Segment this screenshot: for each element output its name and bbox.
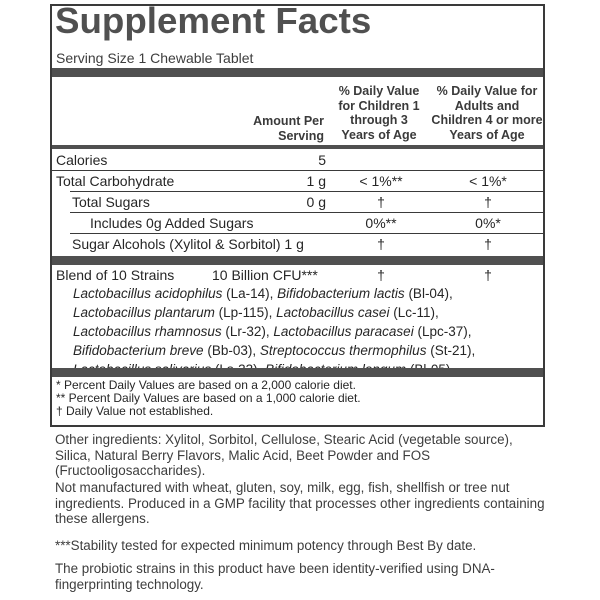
row-adults-dv: † (484, 236, 492, 252)
strain-name: Streptococcus thermophilus (259, 343, 427, 358)
allergen-statement: Not manufactured with wheat, gluten, soy, milk, egg, fish, shellfish or tree nut ingredients. Produced in a GMP facility that processes other ingredients containing these allergens. (55, 480, 545, 526)
other-ingredients: Other ingredients: Xylitol, Sorbitol, Cellulose, Stearic Acid (vegetable source), Silica, Natural Berry Flavors, Malic Acid, Beet Powder and FOS (Fructooligosaccharides). (55, 432, 513, 478)
header-adults-dv: % Daily Value for Adults and Children 4 or more Years of Age (431, 84, 543, 142)
blend-amount: 10 Billion CFU*** (212, 267, 318, 283)
row-amount: 0 g (306, 194, 326, 210)
header-children-dv: % Daily Value for Children 1 through 3 Years of Age (338, 84, 420, 142)
strain-code: (Bb-03), (203, 343, 260, 358)
row-name: Total Carbohydrate (56, 173, 175, 189)
strain-name: Bifidobacterium lactis (277, 286, 405, 301)
strain-code: (Lp-115), (214, 305, 277, 320)
row-name: Includes 0g Added Sugars (90, 215, 254, 231)
row-adults-dv: † (484, 194, 492, 210)
identity-statement: The probiotic strains in this product have been identity-verified using DNA-fingerprinting technology. (55, 561, 495, 592)
row-children-dv: † (377, 194, 385, 210)
nutrient-row-added-sugars (52, 214, 543, 234)
row-amount: 1 g (306, 173, 326, 189)
header-amount: Amount Per Serving (253, 114, 324, 143)
strain-code: (Lc-11), (389, 305, 439, 320)
strain-line (73, 322, 471, 341)
thick-divider-top (52, 68, 543, 77)
header-divider (52, 145, 543, 149)
thick-divider-middle (52, 256, 543, 265)
strain-name: Lactobacillus plantarum (73, 305, 215, 320)
thick-divider-bottom (52, 368, 543, 377)
strain-code: (Lpc-37), (413, 324, 472, 339)
strain-line (73, 303, 439, 322)
strain-line (73, 284, 453, 303)
row-adults-dv: 0%* (475, 215, 501, 231)
row-adults-dv: < 1%* (469, 173, 507, 189)
strain-name: Bifidobacterium breve (73, 343, 204, 358)
strain-name: Lactobacillus acidophilus (73, 286, 223, 301)
blend-name: Blend of 10 Strains (56, 267, 175, 283)
blend-row (52, 266, 543, 286)
row-children-dv: 0%** (365, 215, 397, 231)
row-name: Sugar Alcohols (Xylitol & Sorbitol) 1 g (72, 236, 304, 252)
strain-code: (La-14), (222, 286, 278, 301)
nutrient-row-sugar-alcohols (52, 235, 543, 255)
row-amount: 5 (318, 152, 326, 168)
strain-code: (Bl-04), (404, 286, 453, 301)
stability-statement: ***Stability tested for expected minimum potency through Best By date. (55, 538, 477, 553)
footnote-2000: * Percent Daily Values are based on a 2,000 calorie diet. (56, 378, 356, 392)
row-name: Calories (56, 152, 108, 168)
footnote-dagger: † Daily Value not established. (56, 404, 214, 418)
supplement-facts-panel (50, 0, 545, 427)
strain-code: (Lr-32), (221, 324, 274, 339)
panel-title: Supplement Facts (55, 0, 372, 41)
blend-adults-dv: † (484, 267, 492, 283)
nutrient-row-calories (52, 151, 543, 171)
serving-size: Serving Size 1 Chewable Tablet (56, 50, 254, 66)
row-children-dv: † (377, 236, 385, 252)
strain-code: (St-21), (426, 343, 476, 358)
row-children-dv: < 1%** (359, 173, 403, 189)
strain-name: Lactobacillus paracasei (273, 324, 414, 339)
footnote-1000: ** Percent Daily Values are based on a 1,000 calorie diet. (56, 391, 361, 405)
nutrient-row-total-sugars (52, 193, 543, 213)
blend-children-dv: † (377, 267, 385, 283)
strain-line (73, 341, 475, 360)
strain-name: Lactobacillus casei (276, 305, 390, 320)
row-name: Total Sugars (72, 194, 150, 210)
nutrient-row-total-carbohydrate (52, 172, 543, 192)
strain-name: Lactobacillus rhamnosus (73, 324, 222, 339)
